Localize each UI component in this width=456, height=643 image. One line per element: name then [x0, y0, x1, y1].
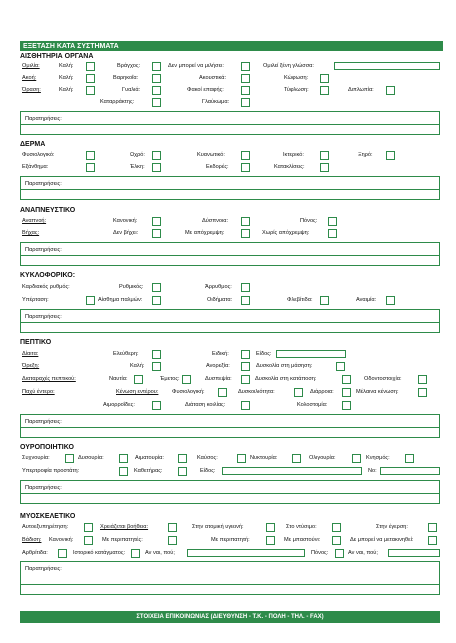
hematuria-checkbox[interactable]: [178, 454, 187, 463]
dyspnea-label: Δύσπνοια:: [202, 218, 229, 224]
phlebitis-label: Φλεβίτιδα:: [287, 297, 313, 303]
fractures-checkbox[interactable]: [320, 163, 329, 172]
diet-label: Δίαιτα:: [22, 351, 39, 357]
resp-pain-label: Πόνος:: [300, 218, 318, 224]
dyspnea-checkbox[interactable]: [241, 217, 250, 226]
getting-up-label: Στην έγερση:: [376, 524, 408, 530]
skin-normal-checkbox[interactable]: [86, 151, 95, 160]
walking-normal-label: Κανονική:: [49, 537, 74, 543]
frequency-label: Συχνουρία:: [22, 455, 50, 461]
skin-normal-label: Φυσιολογικό:: [22, 152, 55, 158]
hoarse-label: Βράγχος:: [117, 63, 141, 69]
breathing-label: Αναπνοή:: [22, 218, 47, 224]
observations-label: Παρατηρήσεις:: [25, 419, 62, 425]
burning-label: Καύσος:: [197, 455, 218, 461]
oliguria-label: Ολιγουρία:: [309, 455, 336, 461]
observations-line: [21, 255, 439, 256]
cannot-move-checkbox[interactable]: [428, 536, 437, 545]
catheter-number-label: Νο:: [368, 468, 377, 474]
edema-label: Οιδήματα:: [207, 297, 233, 303]
diet-free-checkbox[interactable]: [152, 350, 161, 359]
skin-title: ΔΕΡΜΑ: [20, 141, 46, 148]
hard-of-hearing-checkbox[interactable]: [152, 74, 161, 83]
melena-checkbox[interactable]: [418, 388, 427, 397]
dry-label: Ξηρό:: [358, 152, 373, 158]
anorexia-checkbox[interactable]: [241, 362, 250, 371]
contact-lenses-checkbox[interactable]: [241, 86, 250, 95]
musculoskeletal-title: ΜΥΟΣΚΕΛΕΤΙΚΟ: [20, 513, 76, 520]
breathing-normal-checkbox[interactable]: [152, 217, 161, 226]
section-header-bar: ΕΞΕΤΑΣΗ ΚΑΤΑ ΣΥΣΤΗΜΑΤΑ: [20, 41, 443, 51]
blindness-label: Τύφλωση:: [284, 87, 309, 93]
diplopia-checkbox[interactable]: [386, 86, 395, 95]
cannot-speak-label: Δεν μπορεί να μιλήσει:: [168, 63, 224, 69]
anemia-label: Αναιμία:: [356, 297, 377, 303]
pale-checkbox[interactable]: [152, 151, 161, 160]
with-sputum-checkbox[interactable]: [241, 229, 250, 238]
diarrhea-label: Διάρροια:: [310, 389, 334, 395]
diet-special-label: Ειδική:: [212, 351, 229, 357]
swallowing-difficulty-checkbox[interactable]: [342, 375, 351, 384]
senses-title: ΑΙΣΘΗΤΗΡΙΑ ΟΡΓΑΝΑ: [20, 53, 94, 60]
dysuria-checkbox[interactable]: [119, 454, 128, 463]
swallowing-difficulty-label: Δυσκολία στη κατάποση:: [255, 376, 317, 382]
bedsores-label: Εκδορές:: [206, 164, 229, 170]
with-cane-checkbox[interactable]: [332, 536, 341, 545]
self-care-checkbox[interactable]: [84, 523, 93, 532]
dressing-label: Στο ντύσιμο:: [286, 524, 317, 530]
bowel-normal-checkbox[interactable]: [218, 388, 227, 397]
contact-info-footer: ΣΤΟΙΧΕΙΑ ΕΠΙΚΟΙΝΩΝΙΑΣ (ΔΙΕΥΘΥΝΣΗ - Τ.Κ. - ΠΟΛΗ - ΤΗΛ. - FAX): [20, 611, 440, 623]
diet-kind-label: Είδος:: [256, 351, 272, 357]
with-cane-label: Με μπαστούνι:: [284, 537, 321, 543]
arthritis-label: Αρθρίτιδα:: [22, 550, 48, 556]
dyspepsia-label: Δυσπεψία:: [205, 376, 232, 382]
appetite-label: Όρεξη:: [22, 363, 40, 369]
observations-line: [21, 493, 439, 494]
cataract-checkbox[interactable]: [152, 98, 161, 107]
fracture-where-field[interactable]: [187, 549, 305, 557]
ms-pain-checkbox[interactable]: [335, 549, 344, 558]
speech-good-checkbox[interactable]: [86, 62, 95, 71]
urinary-title: ΟΥΡΟΠΟΙΗΤΙΚΟ: [20, 444, 74, 451]
cataract-label: Καταρράκτης:: [100, 99, 135, 105]
cyanotic-label: Κυανωτικό:: [197, 152, 225, 158]
nocturia-label: Νυκτουρία:: [250, 455, 278, 461]
catheter-number-field[interactable]: [380, 467, 440, 475]
rhythmic-label: Ρυθμικός:: [119, 284, 144, 290]
vision-good-checkbox[interactable]: [86, 86, 95, 95]
with-walker-label: Με περιπατητή:: [211, 537, 250, 543]
breathing-normal-label: Κανονική:: [113, 218, 138, 224]
palpitations-checkbox[interactable]: [152, 296, 161, 305]
melena-label: Μέλαινα κένωση:: [356, 389, 399, 395]
diet-special-checkbox[interactable]: [241, 350, 250, 359]
arthritis-checkbox[interactable]: [58, 549, 67, 558]
observations-line: [21, 322, 439, 323]
nausea-checkbox[interactable]: [134, 375, 143, 384]
abdominal-distension-checkbox[interactable]: [241, 401, 250, 410]
arrhythmic-label: Άρρυθμος:: [205, 284, 232, 290]
with-walker-aid-checkbox[interactable]: [168, 536, 177, 545]
deafness-checkbox[interactable]: [320, 74, 329, 83]
respiratory-title: ΑΝΑΠΝΕΥΣΤΙΚΟ: [20, 207, 76, 214]
personal-hygiene-checkbox[interactable]: [266, 523, 275, 532]
observations-line: [21, 584, 439, 585]
dyspepsia-checkbox[interactable]: [241, 375, 250, 384]
itching-checkbox[interactable]: [405, 454, 414, 463]
circulatory-title: ΚΥΚΛΟΦΟΡΙΚΟ:: [20, 272, 76, 279]
with-walker-aid-label: Με περιπατητές:: [102, 537, 143, 543]
walking-normal-checkbox[interactable]: [84, 536, 93, 545]
with-walker-checkbox[interactable]: [266, 536, 275, 545]
dry-checkbox[interactable]: [386, 151, 395, 160]
digestive-title: ΠΕΠΤΙΚΟ: [20, 339, 52, 346]
ms-pain-label: Πόνος:: [311, 550, 329, 556]
speech-good-label: Καλή:: [59, 63, 74, 69]
cannot-speak-checkbox[interactable]: [241, 62, 250, 71]
vomiting-checkbox[interactable]: [182, 375, 191, 384]
hematuria-label: Αιματουρία:: [135, 455, 164, 461]
contact-lenses-label: Φακοί επαφής:: [187, 87, 224, 93]
observations-label: Παρατηρήσεις:: [25, 247, 62, 253]
vision-good-label: Καλή:: [59, 87, 74, 93]
catheter-kind-label: Είδος:: [200, 468, 216, 474]
chewing-difficulty-checkbox[interactable]: [336, 362, 345, 371]
pain-where-label: Αν ναι, πού;: [348, 550, 378, 556]
appetite-good-label: Καλή:: [130, 363, 145, 369]
diplopia-label: Διπλωπία:: [348, 87, 374, 93]
skin-observations-box[interactable]: [20, 176, 440, 200]
dentures-checkbox[interactable]: [418, 375, 427, 384]
constipation-checkbox[interactable]: [294, 388, 303, 397]
bowel-normal-label: Φυσιολογική:: [172, 389, 205, 395]
pain-where-field[interactable]: [388, 549, 440, 557]
hypertension-checkbox[interactable]: [86, 296, 95, 305]
oliguria-checkbox[interactable]: [352, 454, 361, 463]
foreign-language-label: Ομιλεί ξένη γλώσσα:: [263, 63, 314, 69]
large-intestine-label: Παχύ έντερο:: [22, 389, 55, 395]
needs-help-checkbox[interactable]: [168, 523, 177, 532]
bedsores-checkbox[interactable]: [241, 163, 250, 172]
speech-label: Ομιλία:: [22, 63, 40, 69]
observations-label: Παρατηρήσεις:: [25, 566, 62, 572]
glaucoma-checkbox[interactable]: [241, 98, 250, 107]
glasses-label: Γυαλιά:: [122, 87, 141, 93]
hypertension-label: Υπέρταση:: [22, 297, 49, 303]
hoarse-checkbox[interactable]: [152, 62, 161, 71]
with-sputum-label: Με απόχρεμψη:: [185, 230, 225, 236]
cannot-move-label: Δε μπορεί να μετακινηθεί:: [350, 537, 414, 543]
foreign-language-field[interactable]: [334, 62, 440, 70]
musculoskeletal-observations-box[interactable]: [20, 561, 440, 595]
observations-line: [21, 189, 439, 190]
nocturia-checkbox[interactable]: [292, 454, 301, 463]
self-care-label: Αυτοεξυπηρέτηση:: [22, 524, 69, 530]
catheter-checkbox[interactable]: [178, 467, 187, 476]
digestive-observations-box[interactable]: [20, 414, 440, 438]
catheter-kind-field[interactable]: [222, 467, 362, 475]
urinary-observations-box[interactable]: [20, 480, 440, 504]
no-cough-label: Δεν βήχει:: [113, 230, 139, 236]
hearing-good-checkbox[interactable]: [86, 74, 95, 83]
glasses-checkbox[interactable]: [152, 86, 161, 95]
vomiting-label: Έμετος:: [160, 376, 180, 382]
observations-line: [21, 427, 439, 428]
personal-hygiene-label: Στην ατομική υγιεινή:: [192, 524, 244, 530]
circulatory-observations-box[interactable]: [20, 309, 440, 333]
deafness-label: Κώφωση:: [284, 75, 309, 81]
colostomy-checkbox[interactable]: [342, 401, 351, 410]
frequency-checkbox[interactable]: [65, 454, 74, 463]
pale-label: Ωχρό:: [130, 152, 145, 158]
hemorrhoids-label: Αιμορροΐδες:: [103, 402, 135, 408]
jaundiced-checkbox[interactable]: [320, 151, 329, 160]
resp-pain-checkbox[interactable]: [328, 217, 337, 226]
observations-label: Παρατηρήσεις:: [25, 116, 62, 122]
fracture-history-checkbox[interactable]: [131, 549, 140, 558]
observations-label: Παρατηρήσεις:: [25, 181, 62, 187]
cough-label: Βήχας:: [22, 230, 40, 236]
dysuria-label: Δυσουρία:: [78, 455, 104, 461]
cyanotic-checkbox[interactable]: [241, 151, 250, 160]
abdominal-distension-label: Διάταση κοιλίας:: [185, 402, 226, 408]
digestive-disorders-label: Διαταραχές πεπτικού:: [22, 376, 76, 382]
hearing-label: Ακοή:: [22, 75, 37, 81]
diet-free-label: Ελεύθερη:: [113, 351, 139, 357]
rash-label: Εξάνθημα:: [22, 164, 49, 170]
hearing-aid-label: Ακουστικά:: [199, 75, 227, 81]
senses-observations-box[interactable]: [20, 111, 440, 135]
hemorrhoids-checkbox[interactable]: [152, 401, 161, 410]
fracture-where-label: Αν ναι, πού;: [145, 550, 175, 556]
anorexia-label: Ανορεξία:: [206, 363, 230, 369]
getting-up-checkbox[interactable]: [428, 523, 437, 532]
rhythmic-checkbox[interactable]: [152, 283, 161, 292]
burning-checkbox[interactable]: [237, 454, 246, 463]
rash-checkbox[interactable]: [86, 163, 95, 172]
dressing-checkbox[interactable]: [332, 523, 341, 532]
walking-label: Βάδιση:: [22, 537, 42, 543]
edema-checkbox[interactable]: [241, 296, 250, 305]
bowel-movements-label: Κένωση εντέρου:: [116, 389, 159, 395]
ulcers-label: Έλκη:: [130, 164, 145, 170]
appetite-good-checkbox[interactable]: [152, 362, 161, 371]
observations-line: [21, 124, 439, 125]
jaundiced-label: Ικτερικό:: [283, 152, 304, 158]
dentures-label: Οδοντοστοιχία:: [364, 376, 402, 382]
glaucoma-label: Γλαύκωμα:: [202, 99, 230, 105]
hard-of-hearing-label: Βαρηκοΐα:: [113, 75, 139, 81]
prostate-checkbox[interactable]: [119, 467, 128, 476]
anemia-checkbox[interactable]: [386, 296, 395, 305]
catheter-label: Καθετήρας:: [134, 468, 163, 474]
phlebitis-checkbox[interactable]: [320, 296, 329, 305]
prostate-label: Υπερτροφία προστάτη:: [22, 468, 80, 474]
arrhythmic-checkbox[interactable]: [241, 283, 250, 292]
heart-rhythm-label: Καρδιακός ρυθμός:: [22, 284, 70, 290]
nausea-label: Ναυτία:: [109, 376, 128, 382]
observations-label: Παρατηρήσεις:: [25, 485, 62, 491]
fractures-label: Κατακλίσεις:: [274, 164, 305, 170]
without-sputum-label: Χωρίς απόχρεμψη:: [262, 230, 310, 236]
chewing-difficulty-label: Δυσκολία στη μάσηση:: [256, 363, 313, 369]
diet-kind-field[interactable]: [276, 350, 346, 358]
colostomy-label: Κολοστομία:: [297, 402, 328, 408]
vision-label: Όραση:: [22, 87, 41, 93]
without-sputum-checkbox[interactable]: [328, 229, 337, 238]
itching-label: Κνησμός:: [366, 455, 390, 461]
blindness-checkbox[interactable]: [320, 86, 329, 95]
respiratory-observations-box[interactable]: [20, 242, 440, 266]
observations-label: Παρατηρήσεις:: [25, 314, 62, 320]
palpitations-label: Αίσθημα παλμών:: [98, 297, 143, 303]
constipation-label: Δυσκοιλιότητα:: [238, 389, 275, 395]
hearing-good-label: Καλή:: [59, 75, 74, 81]
no-cough-checkbox[interactable]: [152, 229, 161, 238]
needs-help-label: Χρειάζεται βοήθεια:: [100, 524, 149, 530]
fracture-history-label: Ιστορικό κατάγματος:: [73, 550, 126, 556]
ulcers-checkbox[interactable]: [152, 163, 161, 172]
hearing-aid-checkbox[interactable]: [241, 74, 250, 83]
diarrhea-checkbox[interactable]: [342, 388, 351, 397]
